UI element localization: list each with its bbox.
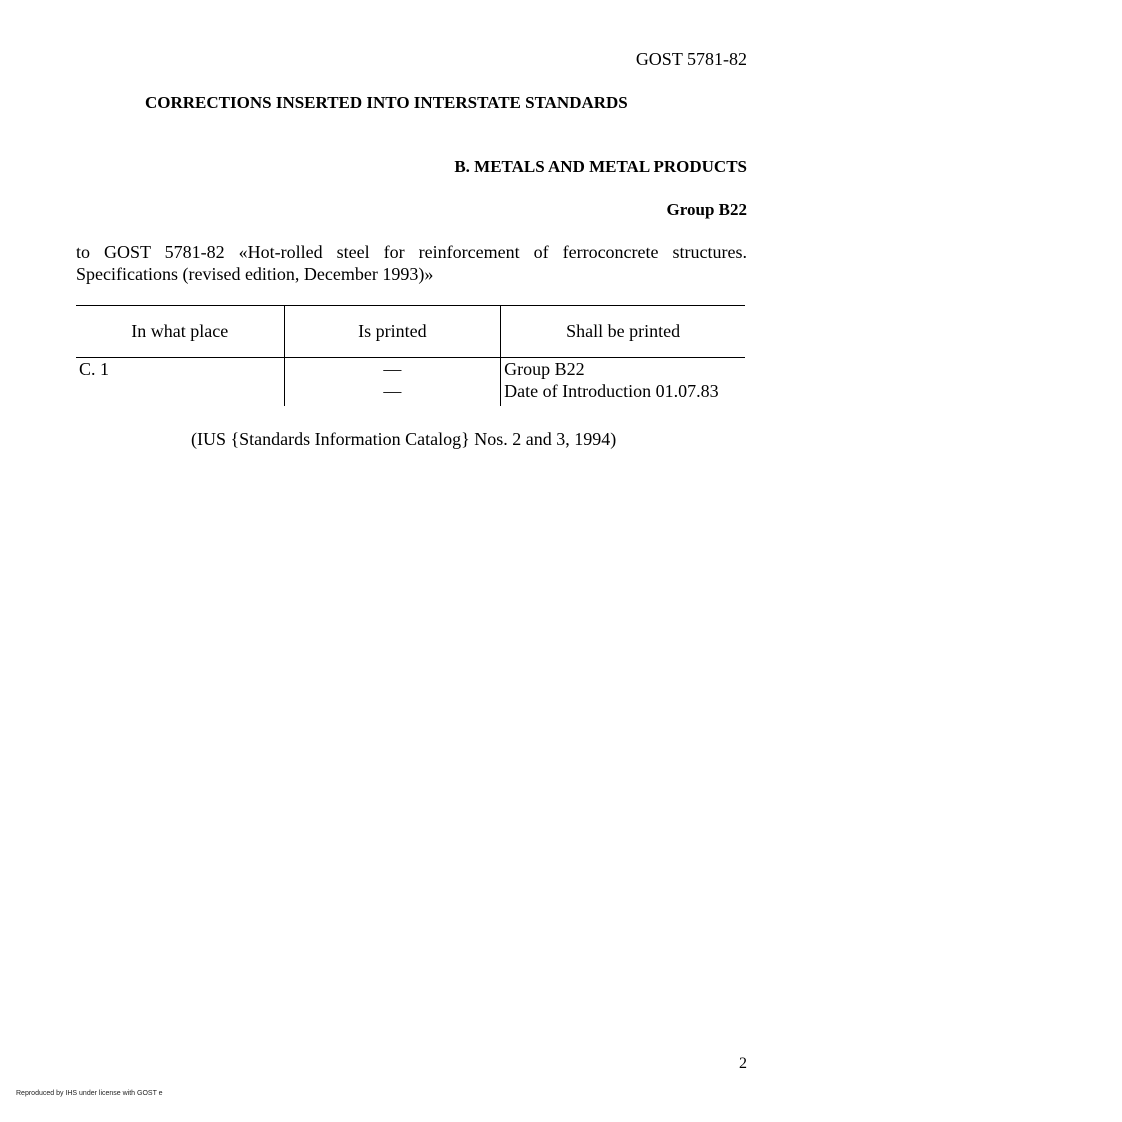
cell-shall-be-printed	[501, 358, 745, 407]
license-note: Reproduced by IHS under license with GOST e	[16, 1090, 163, 1097]
table-row	[76, 358, 745, 407]
table-header-row	[76, 306, 745, 358]
column-header-shall-be-printed: Shall be printed	[501, 306, 745, 358]
section-title: B. METALS AND METAL PRODUCTS	[454, 157, 747, 176]
corrections-title: CORRECTIONS INSERTED INTO INTERSTATE STANDARDS	[145, 93, 628, 112]
is-printed-line: —	[383, 359, 402, 379]
is-printed-line: —	[383, 381, 402, 401]
column-header-place: In what place	[76, 306, 284, 358]
intro-paragraph: to GOST 5781-82 «Hot-rolled steel for reinforcement of ferroconcrete structures. Specifications (revised edition, December 1993)»	[76, 242, 747, 284]
source-note: (IUS {Standards Information Catalog} Nos. 2 and 3, 1994)	[191, 429, 617, 449]
group-title: Group B22	[666, 200, 747, 219]
corrections-table	[76, 305, 745, 406]
doc-code: GOST 5781-82	[635, 49, 747, 69]
place-text: C. 1	[79, 359, 110, 379]
cell-is-printed	[284, 358, 501, 407]
shall-be-printed-line: Group B22	[504, 359, 585, 379]
column-header-is-printed: Is printed	[284, 306, 501, 358]
cell-place	[76, 358, 284, 407]
shall-be-printed-line: Date of Introduction 01.07.83	[504, 381, 719, 401]
page-number: 2	[739, 1055, 747, 1072]
